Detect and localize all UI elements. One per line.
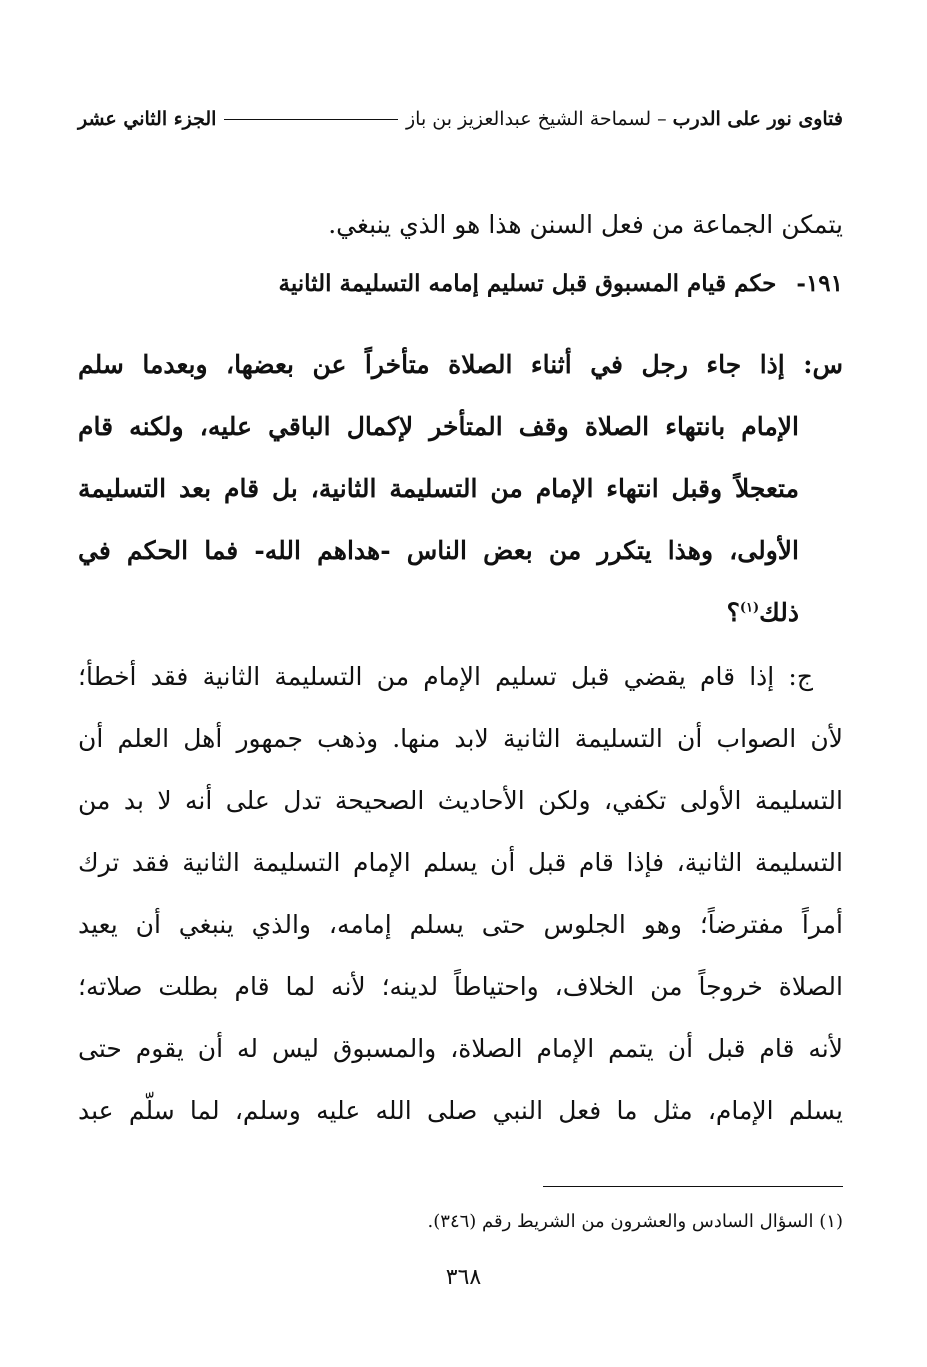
section-heading [78,260,843,308]
question-line: الإمام بانتهاء الصلاة وقف المتأخر لإكمال الباقي عليه، ولكنه قام [78,412,799,441]
answer-line: لأن الصواب أن التسليمة الثانية لابد منها. وذهب جمهور أهل العلم أن [78,724,843,753]
page-number: ٣٦٨ [445,1265,482,1290]
section-title: حكم قيام المسبوق قبل تسليم إمامه التسليمة الثانية [278,270,777,297]
question-line [78,582,843,644]
answer-line: لأنه قام قبل أن يتمم الإمام الصلاة، والمسبوق ليس له أن يقوم حتى [78,1034,843,1063]
answer-line: التسليمة الثانية، فإذا قام قبل أن يسلم الإمام التسليمة الثانية فقد ترك [78,848,843,877]
question-line: متعجلاً وقبل انتهاء الإمام من التسليمة الثانية، بل قام بعد التسليمة [78,474,799,503]
answer-line: الصلاة خروجاً من الخلاف، واحتياطاً لدينه؛ لأنه لما قام بطلت صلاته؛ [78,972,843,1001]
answer-paragraph [78,646,843,1142]
volume-label: الجزء الثاني عشر [78,108,217,130]
section-number: ١٩١- [796,270,843,297]
book-title: فتاوى نور على الدرب [672,108,843,130]
question-last-word: ذلك [759,598,799,627]
answer-line: التسليمة الأولى تكفي، ولكن الأحاديث الصحيحة تدل على أنه لا بد من [78,786,843,815]
intro-line: يتمكن الجماعة من فعل السنن هذا هو الذي ينبغي. [328,210,843,239]
question-line: الأولى، وهذا يتكرر من بعض الناس -هداهم الله- فما الحكم في [78,536,799,565]
footnote-text: (١) السؤال السادس والعشرون من الشريط رقم (٣٤٦). [427,1211,843,1232]
question-mark: ؟ [726,598,740,627]
header-separator: – [657,108,667,130]
footnote-rule [543,1186,843,1187]
book-author: لسماحة الشيخ عبدالعزيز بن باز [406,108,652,130]
answer-line: ج: إذا قام يقضي قبل تسليم الإمام من التسليمة الثانية فقد أخطأ؛ [78,662,813,691]
answer-line: يسلم الإمام، مثل ما فعل النبي صلى الله عليه وسلم، لما سلّم عبد [78,1096,843,1125]
question-paragraph [78,334,843,644]
running-header [78,104,843,134]
intro-paragraph [78,194,843,256]
answer-line: أمراً مفترضاً؛ وهو الجلوس حتى يسلم إمامه، والذي ينبغي أن يعيد [78,910,843,939]
footnote-reference: (١) [739,600,760,616]
header-rule [224,119,398,120]
question-line: س: إذا جاء رجل في أثناء الصلاة متأخراً عن بعضها، وبعدما سلم [78,350,843,379]
